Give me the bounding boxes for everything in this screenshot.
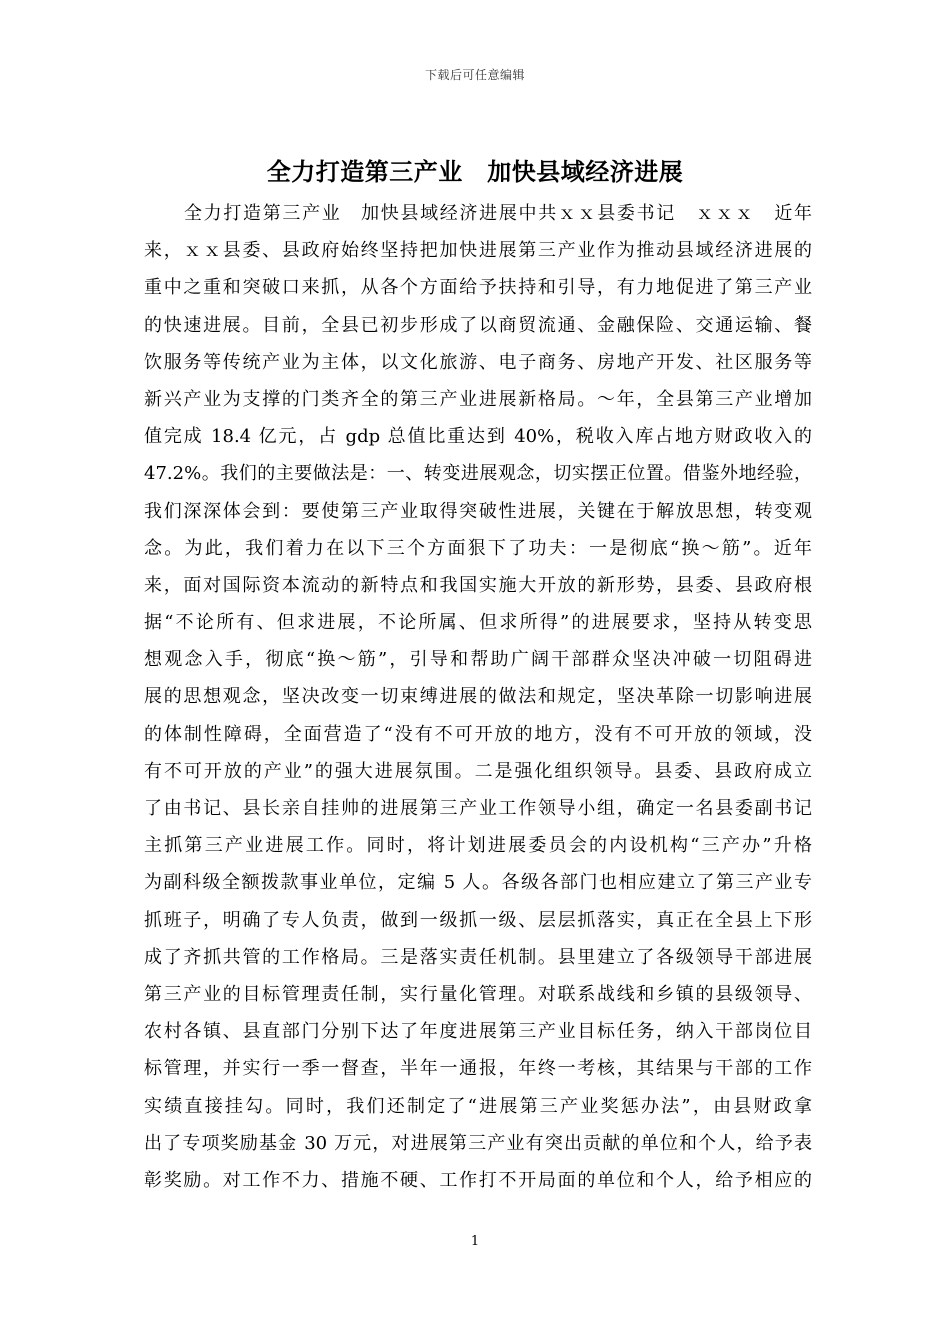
body-line: 了由书记、县长亲自挂帅的进展第三产业工作领导小组，确定一名县委副书记 <box>144 798 812 819</box>
body-line: 实绩直接挂勾。同时，我们还制定了“进展第三产业奖惩办法”，由县财政拿 <box>144 1095 812 1117</box>
body-line: 全力打造第三产业 加快县域经济进展中共ｘｘ县委书记 ｘｘｘ 近年 <box>184 203 812 224</box>
body-line: 为副科级全额拨款事业单位，定编 5 人。各级各部门也相应建立了第三产业专 <box>144 872 812 894</box>
body-line: 饮服务等传统产业为主体，以文化旅游、电子商务、房地产开发、社区服务等 <box>144 351 812 373</box>
body-line: 重中之重和突破口来抓，从各个方面给予扶持和引导，有力地促进了第三产业 <box>144 277 812 299</box>
body-line: 的快速进展。目前，全县已初步形成了以商贸流通、金融保险、交通运输、餐 <box>144 314 812 336</box>
body-line: 农村各镇、县直部门分别下达了年度进展第三产业目标任务，纳入干部岗位目 <box>144 1021 812 1043</box>
body-line: 有不可开放的产业”的强大进展氛围。二是强化组织领导。县委、县政府成立 <box>144 760 812 782</box>
body-line: 据“不论所有、但求进展，不论所属、但求所得”的进展要求，坚持从转变思 <box>144 612 812 634</box>
body-line: 的体制性障碍，全面营造了“没有不可开放的地方，没有不可开放的领域，没 <box>144 723 812 745</box>
body-line: 想观念入手，彻底“换～筋”，引导和帮助广阔干部群众坚决冲破一切阻碍进 <box>144 649 812 671</box>
body-line: 念。为此，我们着力在以下三个方面狠下了功夫：一是彻底“换～筋”。近年 <box>144 537 812 559</box>
body-line: 抓班子，明确了专人负责，做到一级抓一级、层层抓落实，真正在全县上下形 <box>144 909 812 931</box>
body-line: 47.2%。我们的主要做法是：一、转变进展观念，切实摆正位置。借鉴外地经验， <box>144 463 812 485</box>
body-line: 来，ｘｘ县委、县政府始终坚持把加快进展第三产业作为推动县域经济进展的 <box>144 240 812 262</box>
body-line: 第三产业的目标管理责任制，实行量化管理。对联系战线和乡镇的县级领导、 <box>144 983 812 1005</box>
body-line: 彰奖励。对工作不力、措施不硬、工作打不开局面的单位和个人，给予相应的 <box>144 1169 812 1191</box>
body-line: 标管理，并实行一季一督查，半年一通报，年终一考核，其结果与干部的工作 <box>144 1058 812 1080</box>
page-number: 1 <box>470 1234 480 1249</box>
body-line: 来，面对国际资本流动的新特点和我国实施大开放的新形势，县委、县政府根 <box>144 574 812 596</box>
body-paragraph <box>144 195 812 1199</box>
body-line: 出了专项奖励基金 30 万元，对进展第三产业有突出贡献的单位和个人，给予表 <box>144 1132 812 1154</box>
body-line: 主抓第三产业进展工作。同时，将计划进展委员会的内设机构“三产办”升格 <box>144 835 812 857</box>
page-header-note: 下载后可任意编辑 <box>424 68 525 82</box>
document-title: 全力打造第三产业 加快县域经济进展 <box>266 157 684 186</box>
body-line: 成了齐抓共管的工作格局。三是落实责任机制。县里建立了各级领导干部进展 <box>144 946 812 968</box>
body-line: 我们深深体会到：要使第三产业取得突破性进展，关键在于解放思想，转变观 <box>144 500 812 522</box>
body-line: 值完成 18.4 亿元，占 gdp 总值比重达到 40%，税收入库占地方财政收入的 <box>144 426 812 448</box>
body-line: 新兴产业为支撑的门类齐全的第三产业进展新格局。～年，全县第三产业增加 <box>144 388 812 410</box>
body-line: 展的思想观念，坚决改变一切束缚进展的做法和规定，坚决革除一切影响进展 <box>144 686 812 708</box>
